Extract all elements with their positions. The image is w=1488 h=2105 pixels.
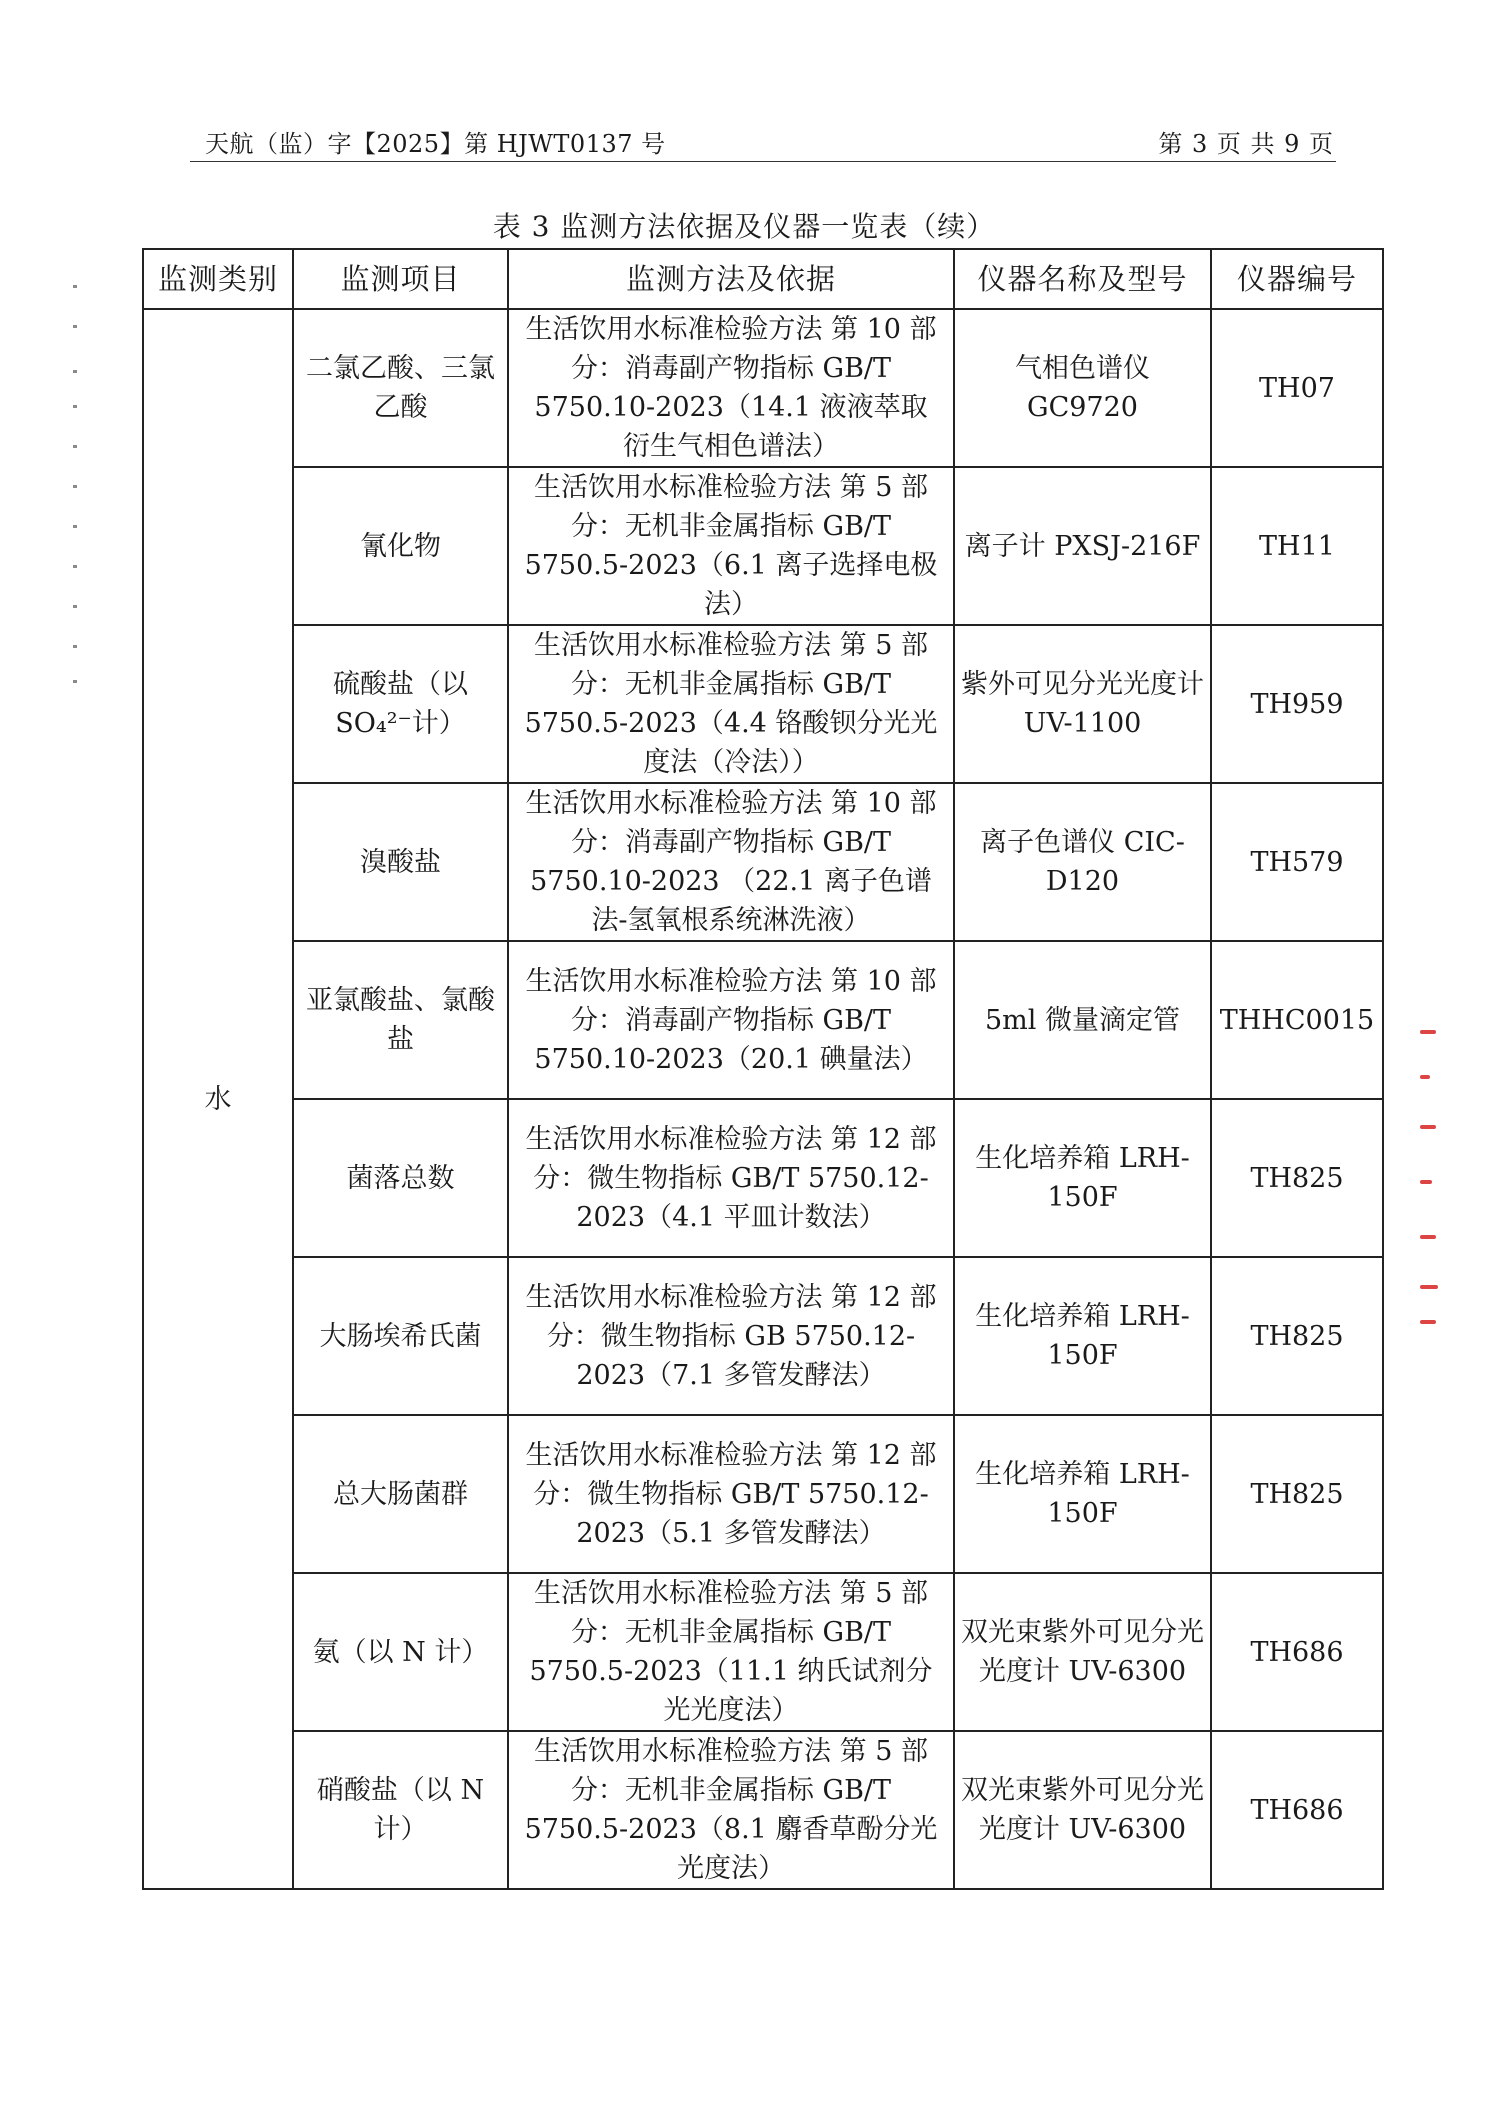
item-cell: 大肠埃希氏菌 xyxy=(293,1257,508,1415)
table-row xyxy=(143,309,1383,467)
method-cell: 生活饮用水标准检验方法 第 10 部分：消毒副产物指标 GB/T 5750.10-2023（14.1 液液萃取衍生气相色谱法） xyxy=(508,309,954,467)
category-cell: 水 xyxy=(143,309,293,1889)
table-row xyxy=(143,1415,1383,1573)
table-row xyxy=(143,625,1383,783)
red-seal-edge xyxy=(1420,1030,1444,1325)
instrument-id-cell: TH11 xyxy=(1211,467,1383,625)
item-cell: 总大肠菌群 xyxy=(293,1415,508,1573)
header-item: 监测项目 xyxy=(293,249,508,309)
item-cell: 溴酸盐 xyxy=(293,783,508,941)
instrument-id-cell: TH686 xyxy=(1211,1573,1383,1731)
instrument-cell: 气相色谱仪 GC9720 xyxy=(954,309,1211,467)
table-row xyxy=(143,1731,1383,1889)
method-cell: 生活饮用水标准检验方法 第 12 部分：微生物指标 GB/T 5750.12-2023（4.1 平皿计数法） xyxy=(508,1099,954,1257)
method-cell: 生活饮用水标准检验方法 第 5 部分：无机非金属指标 GB/T 5750.5-2023（11.1 纳氏试剂分光光度法） xyxy=(508,1573,954,1731)
instrument-cell: 离子计 PXSJ-216F xyxy=(954,467,1211,625)
instrument-cell: 生化培养箱 LRH-150F xyxy=(954,1257,1211,1415)
instrument-cell: 双光束紫外可见分光光度计 UV-6300 xyxy=(954,1573,1211,1731)
item-cell: 亚氯酸盐、氯酸盐 xyxy=(293,941,508,1099)
method-cell: 生活饮用水标准检验方法 第 12 部分：微生物指标 GB 5750.12-2023（7.1 多管发酵法） xyxy=(508,1257,954,1415)
method-cell: 生活饮用水标准检验方法 第 5 部分：无机非金属指标 GB/T 5750.5-2023（8.1 麝香草酚分光光度法） xyxy=(508,1731,954,1889)
methods-table xyxy=(142,248,1384,1890)
instrument-id-cell: TH825 xyxy=(1211,1257,1383,1415)
instrument-cell: 生化培养箱 LRH-150F xyxy=(954,1099,1211,1257)
item-cell: 二氯乙酸、三氯乙酸 xyxy=(293,309,508,467)
table-row xyxy=(143,1257,1383,1415)
method-cell: 生活饮用水标准检验方法 第 5 部分：无机非金属指标 GB/T 5750.5-2023（6.1 离子选择电极法） xyxy=(508,467,954,625)
method-cell: 生活饮用水标准检验方法 第 12 部分：微生物指标 GB/T 5750.12-2023（5.1 多管发酵法） xyxy=(508,1415,954,1573)
table-row xyxy=(143,467,1383,625)
method-cell: 生活饮用水标准检验方法 第 5 部分：无机非金属指标 GB/T 5750.5-2023（4.4 铬酸钡分光光度法（冷法）） xyxy=(508,625,954,783)
table-row xyxy=(143,1099,1383,1257)
instrument-id-cell: TH686 xyxy=(1211,1731,1383,1889)
instrument-cell: 生化培养箱 LRH-150F xyxy=(954,1415,1211,1573)
table-row xyxy=(143,1573,1383,1731)
header-instrument-id: 仪器编号 xyxy=(1211,249,1383,309)
item-cell: 菌落总数 xyxy=(293,1099,508,1257)
header-instrument: 仪器名称及型号 xyxy=(954,249,1211,309)
table-header-row xyxy=(143,249,1383,309)
item-cell: 硫酸盐（以 SO₄²⁻计） xyxy=(293,625,508,783)
instrument-id-cell: TH959 xyxy=(1211,625,1383,783)
item-cell: 硝酸盐（以 N 计） xyxy=(293,1731,508,1889)
item-cell: 氨（以 N 计） xyxy=(293,1573,508,1731)
instrument-cell: 紫外可见分光光度计 UV-1100 xyxy=(954,625,1211,783)
header-divider xyxy=(190,161,1336,162)
method-cell: 生活饮用水标准检验方法 第 10 部分：消毒副产物指标 GB/T 5750.10-2023（20.1 碘量法） xyxy=(508,941,954,1099)
header-method: 监测方法及依据 xyxy=(508,249,954,309)
table-row xyxy=(143,783,1383,941)
report-number: 天航（监）字【2025】第 HJWT0137 号 xyxy=(205,130,666,158)
page-number: 第 3 页 共 9 页 xyxy=(1158,130,1334,158)
table-caption: 表 3 监测方法依据及仪器一览表（续） xyxy=(492,210,996,243)
instrument-cell: 离子色谱仪 CIC-D120 xyxy=(954,783,1211,941)
instrument-cell: 5ml 微量滴定管 xyxy=(954,941,1211,1099)
margin-scan-mark xyxy=(72,285,78,685)
item-cell: 氰化物 xyxy=(293,467,508,625)
instrument-id-cell: TH579 xyxy=(1211,783,1383,941)
header-category: 监测类别 xyxy=(143,249,293,309)
instrument-id-cell: THHC0015 xyxy=(1211,941,1383,1099)
method-cell: 生活饮用水标准检验方法 第 10 部分：消毒副产物指标 GB/T 5750.10-2023 （22.1 离子色谱法-氢氧根系统淋洗液） xyxy=(508,783,954,941)
table-row xyxy=(143,941,1383,1099)
instrument-id-cell: TH825 xyxy=(1211,1099,1383,1257)
instrument-id-cell: TH825 xyxy=(1211,1415,1383,1573)
instrument-id-cell: TH07 xyxy=(1211,309,1383,467)
instrument-cell: 双光束紫外可见分光光度计 UV-6300 xyxy=(954,1731,1211,1889)
